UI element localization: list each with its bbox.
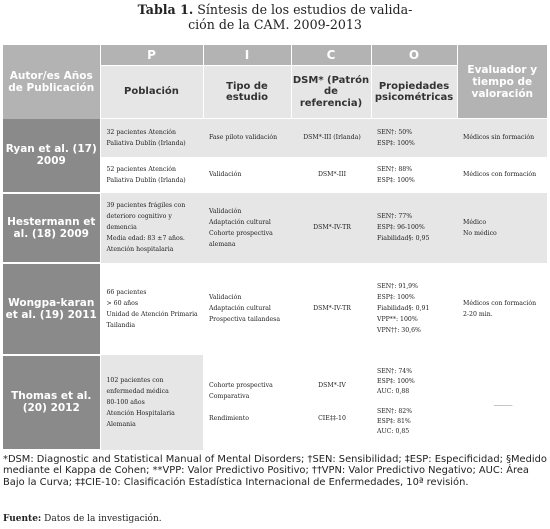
author-cell: Hestermann et al. (18) 2009 (3, 193, 100, 263)
dsm-header: DSM* (Patrón de referencia) (291, 66, 371, 119)
author-cell: Wongpa-karan et al. (19) 2011 (3, 263, 100, 355)
props-cell: SEN†: 91,9% ESP‡: 100% Fiabilidad§: 0,91 VPP**: 100% VPN††: 30,6% (371, 263, 457, 355)
title-line-1: Síntesis de los estudios de valida- (197, 2, 413, 17)
source-text: Datos de la investigación. (44, 514, 162, 524)
tipo-cell: Cohorte prospectiva Comparativa Rendimiento (203, 355, 291, 450)
table-row (3, 355, 547, 450)
props-cell: SEN†: 74% ESP‡: 100% AUC: 0,88 SEN†: 82% ESP‡: 81% AUC: 0,85 (371, 355, 457, 450)
evaluator-column-header: Evaluador y tiempo de valoración (457, 45, 547, 119)
tipo-estudio-header: Tipo de estudio (203, 66, 291, 119)
props-cell: SEN†: 77% ESP‡: 96-100% Fiabilidad§: 0,95 (371, 193, 457, 263)
poblacion-cell: 66 pacientes > 60 años Unidad de Atención Primaria Tailandia (100, 263, 203, 355)
validation-studies-table (3, 45, 547, 451)
props-cell: SEN†: 88% ESP‡: 100% (371, 157, 457, 193)
props-cell: SEN†: 50% ESP‡: 100% (371, 119, 457, 157)
eval-cell: ______ (457, 355, 547, 450)
table-row (3, 263, 547, 355)
poblacion-cell: 32 pacientes Atención Paliativa Dublín (Irlanda) (100, 119, 203, 157)
dsm-cell: DSM*-IV CIE‡‡-10 (291, 355, 371, 450)
table-label: Tabla 1. (137, 2, 194, 17)
dsm-cell: DSM*-IV-TR (291, 193, 371, 263)
table-title (0, 2, 550, 32)
eval-cell: Médicos con formación (457, 157, 547, 193)
dsm-cell: DSM*-III (291, 157, 371, 193)
table-row (3, 119, 547, 157)
pico-i-header: I (203, 45, 291, 66)
poblacion-cell: 52 pacientes Atención Paliativa Dublín (Irlanda) (100, 157, 203, 193)
poblacion-cell: 102 pacientes con enfermedad médica 80-100 años Atención Hospitalaria Alemania (100, 355, 203, 450)
tipo-cell: Validación Adaptación cultural Cohorte prospectiva alemana (203, 193, 291, 263)
table-row (3, 193, 547, 263)
pico-c-header: C (291, 45, 371, 66)
eval-cell: Médico No médico (457, 193, 547, 263)
eval-cell: Médicos sin formación (457, 119, 547, 157)
tipo-cell: Validación Adaptación cultural Prospectiva tailandesa (203, 263, 291, 355)
poblacion-header: Población (100, 66, 203, 119)
author-column-header: Autor/es Años de Publicación (3, 45, 100, 119)
source-label: Fuente: (3, 514, 42, 524)
poblacion-cell: 39 pacientes frágiles con deterioro cognitivo y demencia Media edad: 83 ±7 años. Atención hospitalaria (100, 193, 203, 263)
source-line (3, 514, 162, 524)
dsm-cell: DSM*-IV-TR (291, 263, 371, 355)
table-footnotes: *DSM: Diagnostic and Statistical Manual of Mental Disorders; †SEN: Sensibilidad; ‡ESP: Especificidad; §Medido mediante el Kappa de Cohen; **VPP: Valor Predictivo Positivo; ††VPN: Valor Predictivo Negativo; AUC: Área Bajo la Curva; ‡‡CIE-10: Clasificación Estadística Internacional de Enfermedades, 10ª revisión. (3, 454, 547, 488)
propiedades-header: Propiedades psicométricas (371, 66, 457, 119)
pico-p-header: P (100, 45, 203, 66)
author-cell: Ryan et al. (17) 2009 (3, 119, 100, 193)
dsm-cell: DSM*-III (Irlanda) (291, 119, 371, 157)
eval-cell: Médicos con formación 2-20 min. (457, 263, 547, 355)
tipo-cell: Validación (203, 157, 291, 193)
author-cell: Thomas et al. (20) 2012 (3, 355, 100, 450)
tipo-cell: Fase piloto validación (203, 119, 291, 157)
pico-o-header: O (371, 45, 457, 66)
title-line-2: ción de la CAM. 2009-2013 (188, 17, 362, 32)
